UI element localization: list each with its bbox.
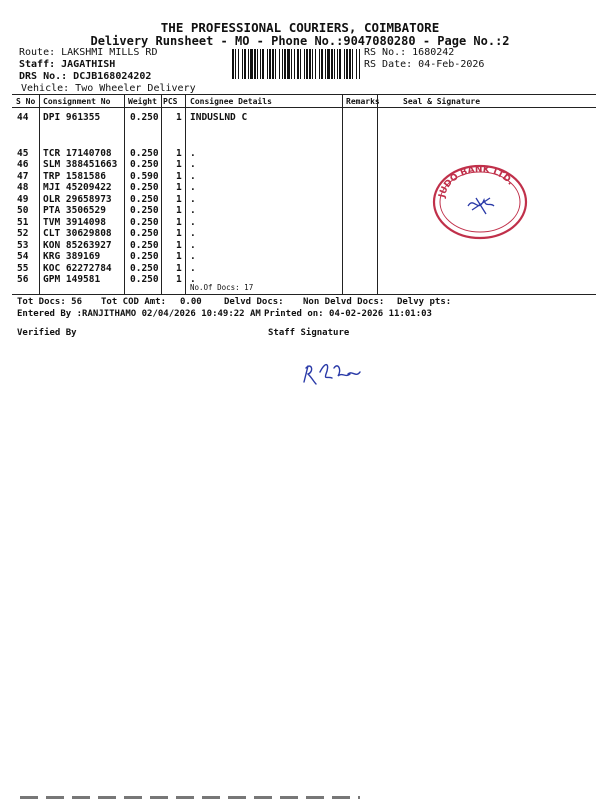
bank-stamp bbox=[428, 162, 532, 242]
total-cod-value: 0.00 bbox=[180, 297, 202, 307]
barcode-bar bbox=[306, 49, 308, 79]
delivery-points: Delvy pts: bbox=[397, 297, 452, 307]
barcode-bar bbox=[297, 49, 299, 79]
barcode-bar bbox=[257, 49, 258, 79]
barcode-bar bbox=[319, 49, 320, 79]
no-of-docs: No.Of Docs: 17 bbox=[190, 283, 254, 292]
rs-date: RS Date: 04-Feb-2026 bbox=[364, 59, 485, 70]
col-divider bbox=[161, 95, 162, 295]
staff-label: Staff: JAGATHISH bbox=[19, 59, 116, 70]
col-divider bbox=[39, 95, 40, 295]
barcode-bar bbox=[279, 49, 280, 79]
barcode-bar bbox=[272, 49, 274, 79]
cell-pcs: 1 bbox=[176, 171, 182, 182]
cell-pcs: 1 bbox=[176, 217, 182, 228]
barcode-bar bbox=[312, 49, 313, 79]
cell-consignee-details: . bbox=[190, 205, 196, 216]
cell-sno: 56 bbox=[17, 274, 29, 285]
cell-weight: 0.250 bbox=[130, 274, 159, 285]
barcode-bar bbox=[331, 49, 333, 79]
route-label: Route: LAKSHMI MILLS RD bbox=[19, 47, 158, 58]
cell-consignee-details: . bbox=[190, 148, 196, 159]
cell-sno: 46 bbox=[17, 159, 29, 170]
stamp-outer-ring bbox=[434, 166, 526, 238]
col-divider bbox=[185, 95, 186, 295]
cell-consignee-details: INDUSLND C bbox=[190, 112, 248, 123]
cell-sno: 44 bbox=[17, 112, 29, 123]
barcode-bar bbox=[309, 49, 311, 79]
bottom-edge-mark bbox=[20, 796, 360, 799]
barcode-bar bbox=[275, 49, 276, 79]
cell-sno: 52 bbox=[17, 228, 29, 239]
col-header-consignment: Consignment No bbox=[43, 97, 111, 106]
barcode bbox=[232, 49, 360, 79]
barcode-bar bbox=[291, 49, 292, 79]
company-title: THE PROFESSIONAL COURIERS, COIMBATORE bbox=[160, 20, 440, 35]
cell-consignee-details: . bbox=[190, 274, 196, 285]
entered-by: Entered By :RANJITHAMO 02/04/2026 10:49:22 AM bbox=[17, 309, 261, 319]
col-divider bbox=[377, 95, 378, 295]
cell-pcs: 1 bbox=[176, 263, 182, 274]
barcode-bar bbox=[244, 49, 246, 79]
cell-consignment-no: MJI 45209422 bbox=[43, 182, 112, 193]
cell-weight: 0.250 bbox=[130, 251, 159, 262]
cell-consignment-no: CLT 30629808 bbox=[43, 228, 112, 239]
cell-consignee-details: . bbox=[190, 217, 196, 228]
cell-pcs: 1 bbox=[176, 159, 182, 170]
barcode-bar bbox=[232, 49, 234, 79]
cell-consignment-no: PTA 3506529 bbox=[43, 205, 106, 216]
total-docs: Tot Docs: 56 bbox=[17, 297, 83, 307]
cell-weight: 0.250 bbox=[130, 217, 159, 228]
cell-pcs: 1 bbox=[176, 251, 182, 262]
cell-weight: 0.590 bbox=[130, 171, 159, 182]
barcode-bar bbox=[349, 49, 351, 79]
cell-sno: 51 bbox=[17, 217, 29, 228]
barcode-bar bbox=[235, 49, 236, 79]
rs-number: RS No.: 1680242 bbox=[364, 47, 455, 58]
cell-pcs: 1 bbox=[176, 205, 182, 216]
barcode-bar bbox=[352, 49, 353, 79]
cell-pcs: 1 bbox=[176, 194, 182, 205]
barcode-bar bbox=[337, 49, 338, 79]
cell-sno: 55 bbox=[17, 263, 29, 274]
cell-consignment-no: KRG 389169 bbox=[43, 251, 101, 262]
cell-weight: 0.250 bbox=[130, 263, 159, 274]
cell-sno: 49 bbox=[17, 194, 29, 205]
stamp-initials bbox=[468, 198, 494, 214]
cell-consignment-no: GPM 149581 bbox=[43, 274, 101, 285]
cell-consignment-no: TRP 1581586 bbox=[43, 171, 106, 182]
cell-weight: 0.250 bbox=[130, 228, 159, 239]
cell-pcs: 1 bbox=[176, 240, 182, 251]
barcode-bar bbox=[269, 49, 271, 79]
cell-weight: 0.250 bbox=[130, 182, 159, 193]
stamp-text: JUDO BANK LTD. bbox=[437, 164, 516, 199]
col-header-sno: S No bbox=[16, 97, 36, 106]
cell-sno: 54 bbox=[17, 251, 29, 262]
barcode-bar bbox=[300, 49, 301, 79]
cell-weight: 0.250 bbox=[130, 194, 159, 205]
barcode-bar bbox=[359, 49, 360, 79]
barcode-bar bbox=[287, 49, 290, 79]
barcode-bar bbox=[260, 49, 261, 79]
col-header-seal: Seal & Signature bbox=[403, 97, 481, 106]
printed-on: Printed on: 04-02-2026 11:01:03 bbox=[264, 309, 432, 319]
cell-pcs: 1 bbox=[176, 274, 182, 285]
cell-consignment-no: SLM 388451663 bbox=[43, 159, 118, 170]
barcode-bar bbox=[284, 49, 286, 79]
barcode-bar bbox=[242, 49, 243, 79]
cell-consignment-no: KON 85263927 bbox=[43, 240, 112, 251]
col-divider bbox=[124, 95, 125, 295]
header-bottom-rule bbox=[12, 107, 596, 108]
barcode-bar bbox=[344, 49, 345, 79]
drs-label: DRS No.: DCJB168024202 bbox=[19, 71, 152, 82]
cell-consignee-details: . bbox=[190, 171, 196, 182]
barcode-bar bbox=[262, 49, 264, 79]
col-header-consignee: Consignee Details bbox=[190, 97, 272, 106]
col-header-remarks: Remarks bbox=[346, 97, 380, 106]
cell-consignee-details: . bbox=[190, 194, 196, 205]
runsheet-subtitle: Delivery Runsheet - MO - Phone No.:9047080280 - Page No.:2 bbox=[90, 34, 510, 48]
barcode-bar bbox=[250, 49, 253, 79]
cell-pcs: 1 bbox=[176, 228, 182, 239]
cell-consignee-details: . bbox=[190, 251, 196, 262]
cell-consignment-no: TVM 3914098 bbox=[43, 217, 106, 228]
barcode-bar bbox=[254, 49, 256, 79]
cell-consignee-details: . bbox=[190, 228, 196, 239]
barcode-bar bbox=[327, 49, 330, 79]
handwritten-signature bbox=[298, 352, 368, 392]
barcode-bar bbox=[267, 49, 268, 79]
col-header-pcs: PCS bbox=[163, 97, 178, 106]
col-divider bbox=[342, 95, 343, 295]
cell-sno: 48 bbox=[17, 182, 29, 193]
table-bottom-rule bbox=[12, 294, 596, 295]
barcode-bar bbox=[334, 49, 335, 79]
cell-consignee-details: . bbox=[190, 263, 196, 274]
cell-weight: 0.250 bbox=[130, 159, 159, 170]
cell-sno: 45 bbox=[17, 148, 29, 159]
barcode-bar bbox=[325, 49, 326, 79]
total-cod-label: Tot COD Amt: bbox=[101, 297, 167, 307]
staff-signature-label: Staff Signature bbox=[268, 328, 350, 338]
barcode-bar bbox=[315, 49, 316, 79]
cell-consignment-no: OLR 29658973 bbox=[43, 194, 112, 205]
barcode-bar bbox=[321, 49, 323, 79]
barcode-bar bbox=[238, 49, 239, 79]
cell-pcs: 1 bbox=[176, 182, 182, 193]
barcode-bar bbox=[339, 49, 341, 79]
cell-consignee-details: . bbox=[190, 159, 196, 170]
cell-weight: 0.250 bbox=[130, 112, 159, 123]
cell-consignment-no: KOC 62272784 bbox=[43, 263, 112, 274]
cell-sno: 53 bbox=[17, 240, 29, 251]
barcode-bar bbox=[282, 49, 283, 79]
vehicle-label: Vehicle: Two Wheeler Delivery bbox=[21, 83, 196, 94]
barcode-bar bbox=[356, 49, 357, 79]
table-top-rule bbox=[12, 94, 596, 95]
cell-consignment-no: TCR 17140708 bbox=[43, 148, 112, 159]
verified-by: Verified By bbox=[17, 328, 77, 338]
cell-consignment-no: DPI 961355 bbox=[43, 112, 101, 123]
barcode-bar bbox=[304, 49, 305, 79]
cell-weight: 0.250 bbox=[130, 205, 159, 216]
non-delivered-docs: Non Delvd Docs: bbox=[303, 297, 385, 307]
cell-sno: 50 bbox=[17, 205, 29, 216]
barcode-bar bbox=[346, 49, 348, 79]
col-header-weight: Weight bbox=[128, 97, 157, 106]
barcode-bar bbox=[294, 49, 295, 79]
delivered-docs: Delvd Docs: bbox=[224, 297, 284, 307]
barcode-bar bbox=[248, 49, 249, 79]
cell-consignee-details: . bbox=[190, 240, 196, 251]
cell-weight: 0.250 bbox=[130, 240, 159, 251]
cell-sno: 47 bbox=[17, 171, 29, 182]
cell-consignee-details: . bbox=[190, 182, 196, 193]
cell-weight: 0.250 bbox=[130, 148, 159, 159]
cell-pcs: 1 bbox=[176, 112, 182, 123]
cell-pcs: 1 bbox=[176, 148, 182, 159]
